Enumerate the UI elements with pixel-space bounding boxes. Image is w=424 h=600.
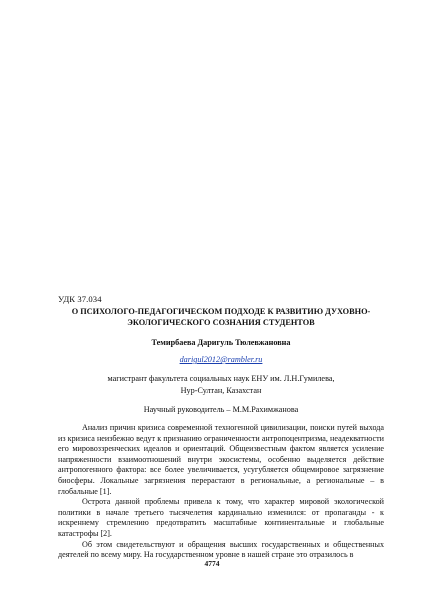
affiliation-line-2: Нур-Султан, Казахстан — [180, 386, 262, 395]
author-name: Темирбаева Даригуль Тюлевжановна — [151, 338, 291, 347]
body-paragraph: Об этом свидетельствуют и обращения высших государственных и общественных деятелей по всему миру. На государственном уровне в нашей стране это отразилось в — [58, 539, 384, 560]
scientific-advisor: Научный руководитель – М.М.Рахимжанова — [143, 405, 299, 414]
article-title-line-2: ЭКОЛОГИЧЕСКОГО СОЗНАНИЯ СТУДЕНТОВ — [127, 318, 315, 327]
body-paragraph: Острота данной проблемы привела к тому, что характер мировой экологической политики в начале третьего тысячелетия кардинально изменился: от пропаганды - к искреннему стремлению предотвратить масштабные континентальные и глобальные катастрофы [2]. — [58, 497, 384, 538]
author-email-link[interactable]: darigul2012@rambler.ru — [179, 355, 263, 364]
article-body — [58, 423, 384, 561]
body-paragraph: Анализ причин кризиса современной техногенной цивилизации, поиски путей выхода из кризиса неизбежно ведут к признанию ограниченности антропоцентризма, неадекватности его мировоззренческих идеалов и ориентаций. Общеизвестным фактом является усиление напряженности взаимоотношений внутри экосистемы, особенно выделяется действие антропогенного фактора: все более увеличивается, усугубляется общемировое загрязнение биосферы. Локальные загрязнения перерастают в региональные, а региональные – в глобальные [1]. — [58, 423, 384, 496]
page-number: 4774 — [204, 559, 220, 568]
affiliation-line-1: магистрант факультета социальных наук ЕНУ им. Л.Н.Гумилева, — [107, 374, 335, 383]
article-title-line-1: О ПСИХОЛОГО-ПЕДАГОГИЧЕСКОМ ПОДХОДЕ К РАЗВИТИЮ ДУХОВНО- — [71, 307, 371, 316]
udk-code: УДК 37.034 — [58, 294, 102, 304]
